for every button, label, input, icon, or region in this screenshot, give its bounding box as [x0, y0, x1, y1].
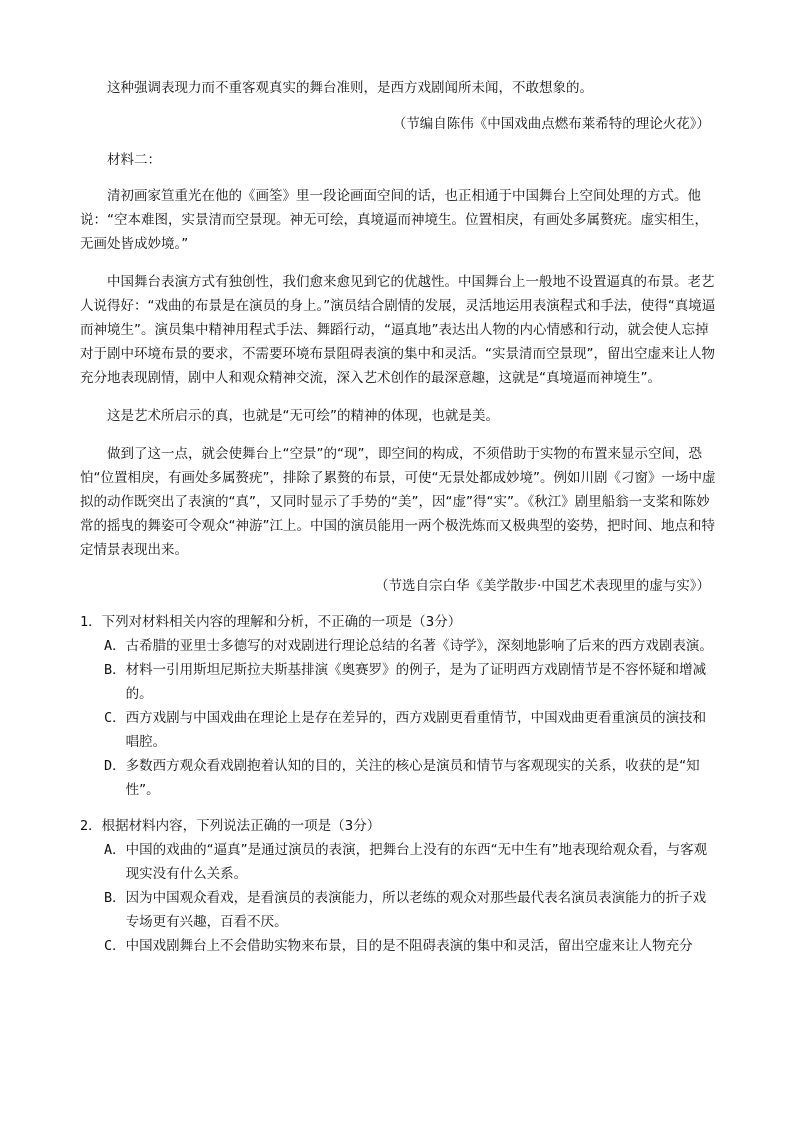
material-one-closing-paragraph: 这种强调表现力而不重客观真实的舞台准则，是西方戏剧闻所未闻，不敢想象的。 — [107, 80, 593, 96]
option-c — [104, 706, 716, 754]
question-text: 根据材料内容，下列说法正确的一项是（3分） — [101, 818, 381, 834]
option-label: B． — [104, 662, 126, 678]
option-c — [104, 934, 716, 958]
question-text: 下列对材料相关内容的理解和分析，不正确的一项是（3分） — [101, 614, 462, 630]
option-b — [104, 658, 716, 706]
option-text: 因为中国观众看戏，是看演员的表演能力，所以老练的观众对那些最代表名演员表演能力的折子戏专场更有兴趣，百看不厌。 — [125, 890, 707, 930]
option-label: B． — [104, 890, 126, 906]
material-two-paragraph: 这是艺术所启示的真，也就是“无可绘”的精神的体现，也就是美。 — [107, 408, 499, 424]
option-text: 多数西方观众看戏剧抱着认知的目的，关注的核心是演员和情节与客观现实的关系，收获的是“知性”。 — [125, 758, 700, 798]
option-b — [104, 886, 716, 934]
question-2 — [80, 814, 716, 958]
option-text: 古希腊的亚里士多德写的对戏剧进行理论总结的名著《诗学》，深刻地影响了后来的西方戏剧表演。 — [125, 638, 713, 654]
document-body — [80, 76, 716, 958]
option-text: 中国戏剧舞台上不会借助实物来布景，目的是不阻碍表演的集中和灵活，留出空虚来让人物充分 — [125, 938, 693, 954]
material-two-paragraph: 清初画家笪重光在他的《画筌》里一段论画面空间的话，也正相通于中国舞台上空间处理的方式。他说：“空本难图，实景清而空景现。神无可绘，真境逼而神境生。位置相戾，有画处多属赘疣。虚实相生，无画处皆成妙境。” — [80, 188, 708, 252]
option-label: A． — [104, 842, 126, 858]
option-text: 中国的戏曲的“逼真”是通过演员的表演，把舞台上没有的东西“无中生有”地表现给观众看，与客观现实没有什么关系。 — [125, 842, 708, 882]
question-number: 2． — [80, 818, 102, 834]
material-two-heading: 材料二： — [107, 152, 161, 168]
question-stem — [80, 610, 716, 634]
option-label: C． — [104, 938, 126, 954]
question-options — [80, 838, 716, 958]
material-two-paragraph: 做到了这一点，就会使舞台上“空景”的“现”，即空间的构成，不须借助于实物的布置来显示空间，恐怕“位置相戾，有画处多属赘疣”，排除了累赘的布景，可使“无景处都成妙境”。例如川剧《刁窗》一场中虚拟的动作既突出了表演的“真”，又同时显示了手势的“美”，因“虚”得“实”。《秋江》剧里船翁一支桨和陈妙常的摇曳的舞姿可令观众“神游”江上。中国的演员能用一两个极洗炼而又极典型的姿势，把时间、地点和特定情景表现出来。 — [80, 446, 716, 558]
material-one-source: （节编自陈伟《中国戏曲点燃布莱希特的理论火花》） — [392, 116, 710, 132]
question-number: 1． — [80, 614, 102, 630]
question-1 — [80, 610, 716, 802]
option-label: C． — [104, 710, 126, 726]
option-label: D． — [104, 758, 126, 774]
option-label: A． — [104, 638, 126, 654]
option-d — [104, 754, 716, 802]
option-a — [104, 634, 716, 658]
option-a — [104, 838, 716, 886]
option-text: 材料一引用斯坦尼斯拉夫斯基排演《奥赛罗》的例子，是为了证明西方戏剧情节是不容怀疑和增减的。 — [125, 662, 707, 702]
material-two-paragraph: 中国舞台表演方式有独创性，我们愈来愈见到它的优越性。中国舞台上一般地不设置逼真的布景。老艺人说得好：“戏曲的布景是在演员的身上。”演员结合剧情的发展，灵活地运用表演程式和手法，使得“真境逼而神境生”。演员集中精神用程式手法、舞蹈行动，“逼真地”表达出人物的内心情感和行动，就会使人忘掉对于剧中环境布景的要求，不需要环境布景阻碍表演的集中和灵活。“实景清而空景现”，留出空虚来让人物充分地表现剧情，剧中人和观众精神交流，深入艺术创作的最深意趣，这就是“真境逼而神境生”。 — [80, 274, 716, 386]
material-two-source: （节选自宗白华《美学散步·中国艺术表现里的虚与实》） — [374, 578, 710, 594]
question-options — [80, 634, 716, 802]
question-stem — [80, 814, 716, 838]
option-text: 西方戏剧与中国戏曲在理论上是存在差异的，西方戏剧更看重情节，中国戏曲更看重演员的演技和唱腔。 — [125, 710, 707, 750]
